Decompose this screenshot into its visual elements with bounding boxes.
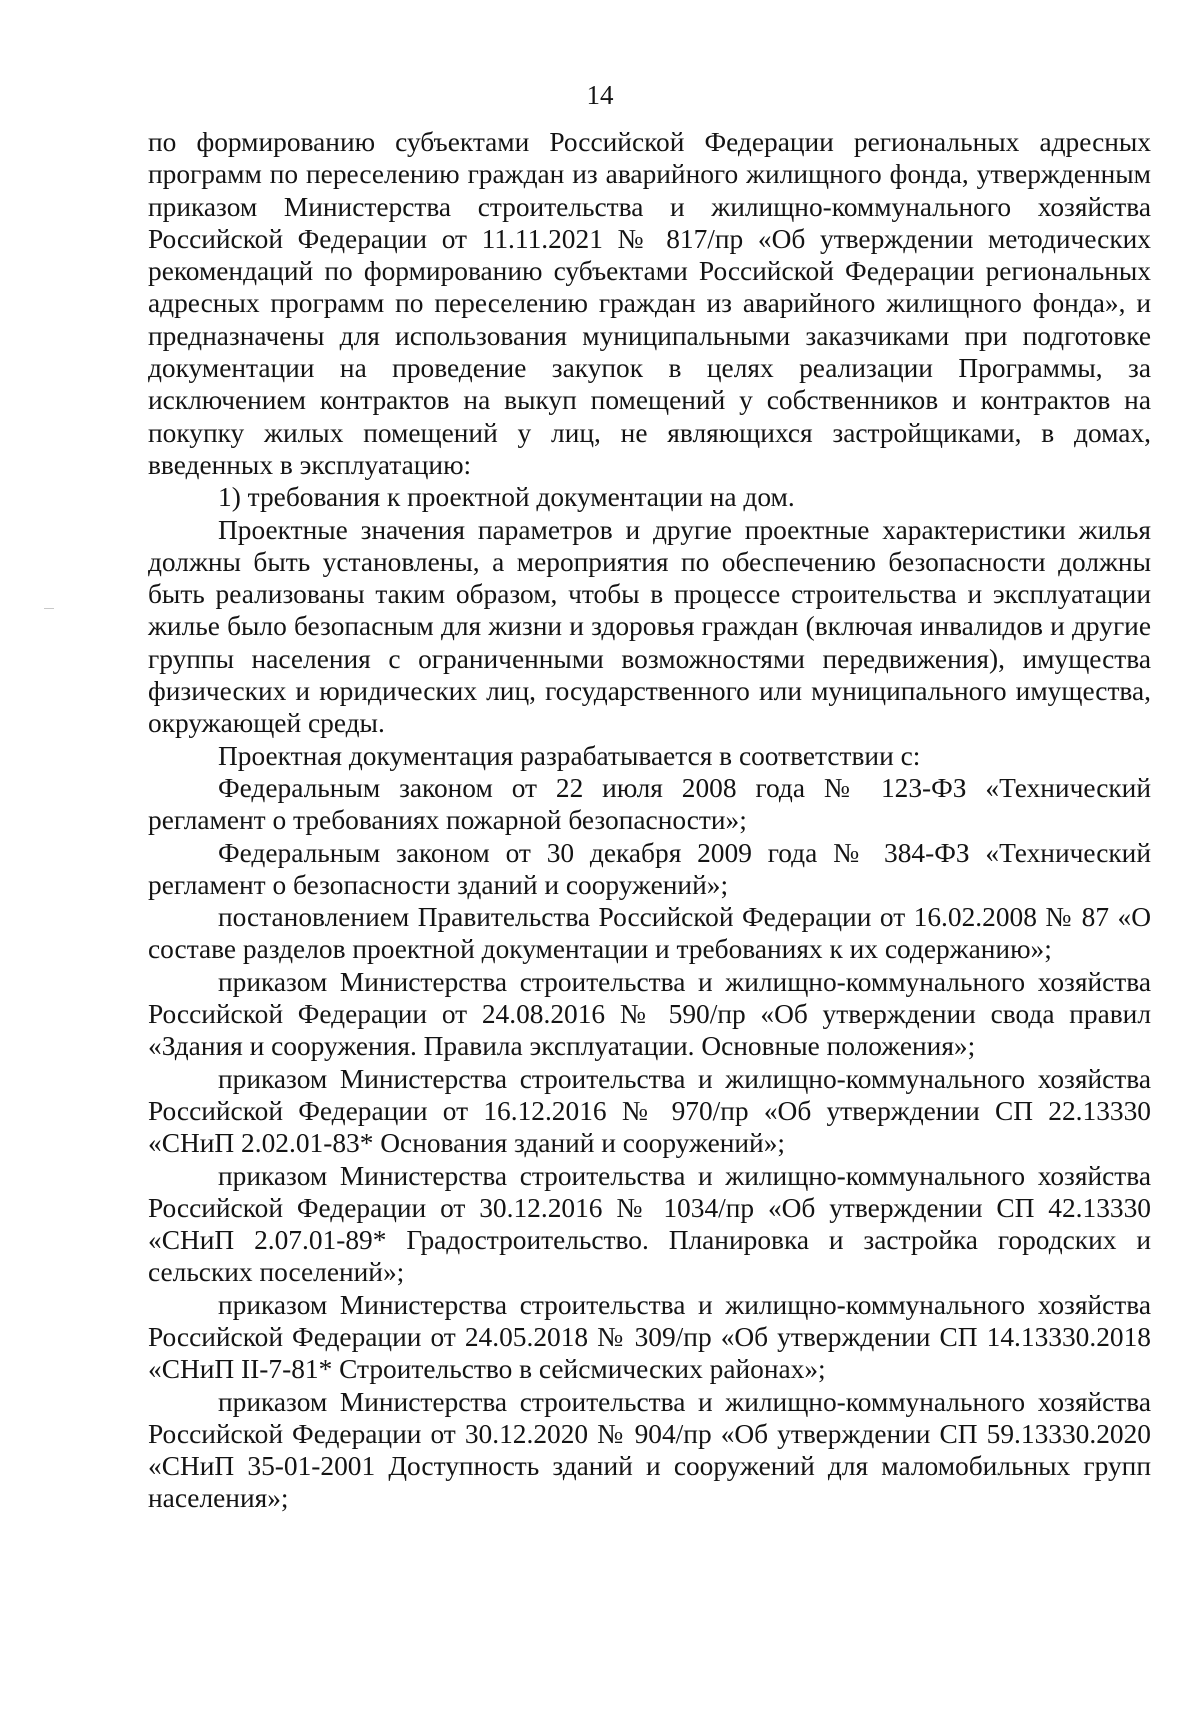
paragraph: приказом Министерства строительства и жилищно-коммунального хозяйства Российской Федерации от 24.05.2018 № 309/пр «Об утверждении СП 14.13330.2018 «СНиП II-7-81* Строительство в сейсмических районах»;	[148, 1289, 1151, 1385]
paragraph: по формированию субъектами Российской Федерации региональных адресных программ по переселению граждан из аварийного жилищного фонда, утвержденным приказом Министерства строительства и жилищно-коммунального хозяйства Российской Федерации от 11.11.2021 № 817/пр «Об утверждении методических рекомендаций по формированию субъектами Российской Федерации региональных адресных программ по переселению граждан из аварийного жилищного фонда», и предназначены для использования муниципальными заказчиками при подготовке документации на проведение закупок в целях реализации Программы, за исключением контрактов на выкуп помещений у собственников и контрактов на покупку жилых помещений у лиц, не являющихся застройщиками, в домах, введенных в эксплуатацию:	[148, 127, 1151, 480]
paragraph: Федеральным законом от 30 декабря 2009 года № 384-ФЗ «Технический регламент о безопасности зданий и сооружений»;	[148, 837, 1151, 900]
paragraph: приказом Министерства строительства и жилищно-коммунального хозяйства Российской Федерации от 24.08.2016 № 590/пр «Об утверждении свода правил «Здания и сооружения. Правила эксплуатации. Основные положения»;	[148, 966, 1151, 1062]
paragraph: Проектная документация разрабатывается в соответствии с:	[218, 740, 921, 771]
paragraph: 1) требования к проектной документации на дом.	[218, 482, 795, 513]
paragraph: постановлением Правительства Российской Федерации от 16.02.2008 № 87 «О составе разделов проектной документации и требованиях к их содержанию»;	[148, 902, 1151, 965]
paragraph: Федеральным законом от 22 июля 2008 года № 123-ФЗ «Технический регламент о требованиях пожарной безопасности»;	[148, 772, 1151, 836]
document-body	[148, 126, 1151, 1515]
page-number: 14	[586, 80, 614, 110]
paragraph: Проектные значения параметров и другие проектные характеристики жилья должны быть установлены, а мероприятия по обеспечению безопасности должны быть реализованы таким образом, чтобы в процессе строительства и эксплуатации жилье было безопасным для жизни и здоровья граждан (включая инвалидов и другие группы населения с ограниченными возможностями передвижения), имущества физических и юридических лиц, государственного или муниципального имущества, окружающей среды.	[148, 514, 1151, 739]
paragraph: приказом Министерства строительства и жилищно-коммунального хозяйства Российской Федерации от 16.12.2016 № 970/пр «Об утверждении СП 22.13330 «СНиП 2.02.01-83* Основания зданий и сооружений»;	[148, 1063, 1151, 1159]
scan-margin-mark	[44, 608, 54, 609]
paragraph: приказом Министерства строительства и жилищно-коммунального хозяйства Российской Федерации от 30.12.2020 № 904/пр «Об утверждении СП 59.13330.2020 «СНиП 35-01-2001 Доступность зданий и сооружений для маломобильных групп населения»;	[148, 1386, 1151, 1514]
paragraph: приказом Министерства строительства и жилищно-коммунального хозяйства Российской Федерации от 30.12.2016 № 1034/пр «Об утверждении СП 42.13330 «СНиП 2.07.01-89* Градостроительство. Планировка и застройка городских и сельских поселений»;	[148, 1160, 1151, 1288]
